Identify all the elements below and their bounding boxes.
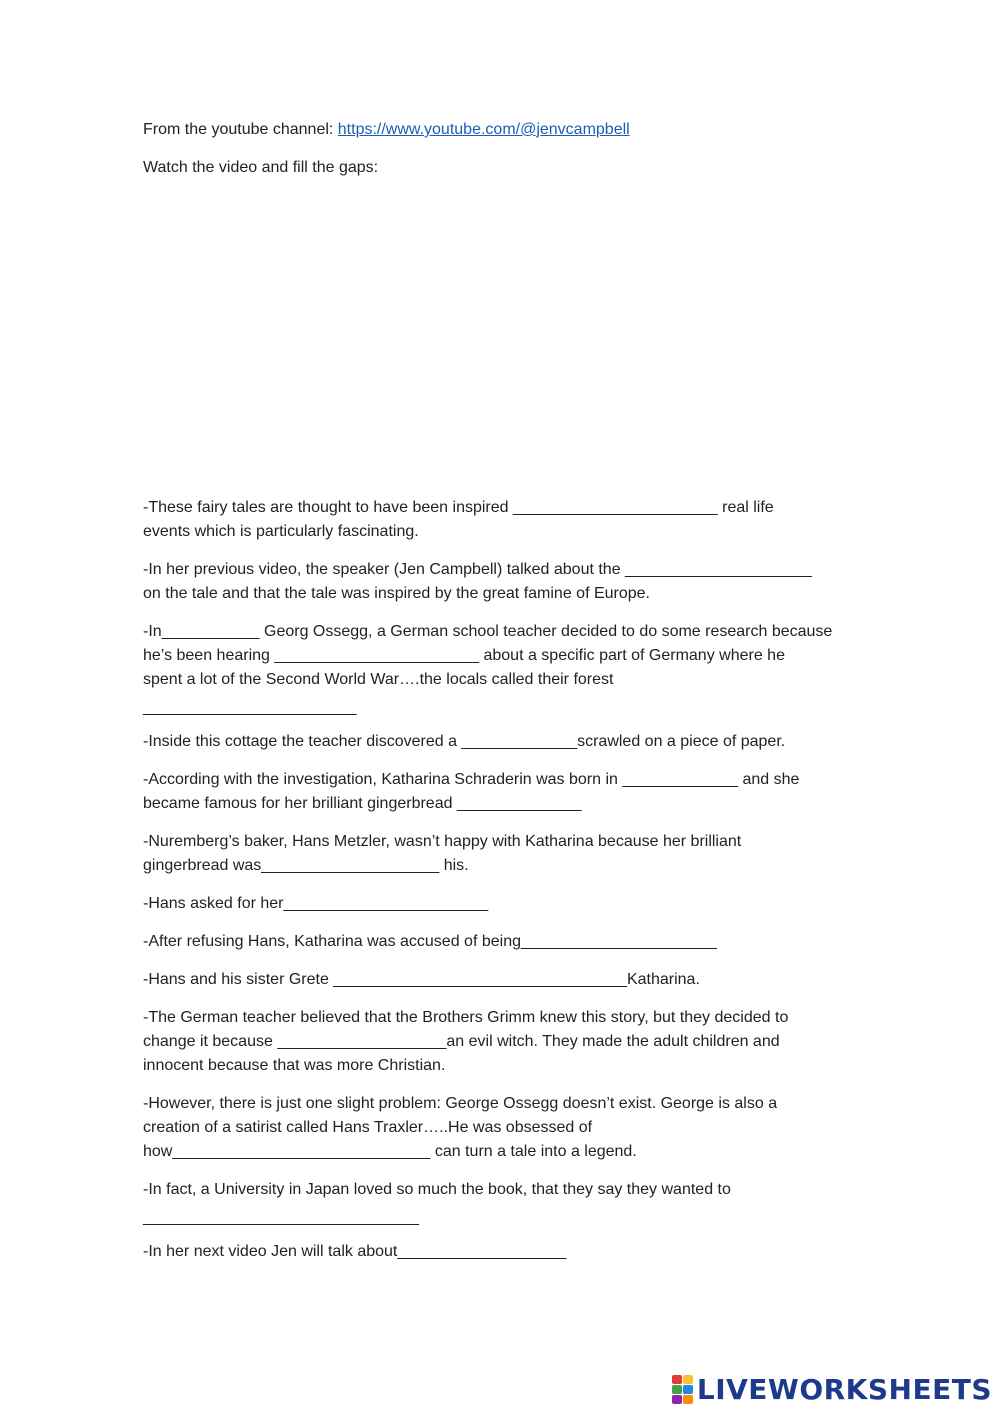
logo-mark-cell [672, 1375, 682, 1384]
worksheet-line: -Hans and his sister Grete _________________________________Katharina. [143, 971, 700, 988]
worksheet-line: -The German teacher believed that the Brothers Grimm knew this story, but they decided to [143, 1009, 789, 1026]
youtube-channel-link[interactable]: https://www.youtube.com/@jenvcampbell [337, 121, 630, 138]
worksheet-line: -Inside this cottage the teacher discovered a _____________scrawled on a piece of paper. [143, 733, 786, 750]
worksheet-line: gingerbread was____________________ his. [143, 857, 469, 874]
source-line [143, 118, 630, 142]
logo-mark-cell [683, 1385, 693, 1394]
worksheet-line: -Hans asked for her_______________________ [143, 895, 489, 912]
worksheet-line: -These fairy tales are thought to have been inspired _______________________ real life [143, 499, 774, 516]
worksheet-line: -In her next video Jen will talk about___________________ [143, 1243, 567, 1260]
logo-mark-cell [683, 1395, 693, 1404]
worksheet-line: -In___________ Georg Ossegg, a German school teacher decided to do some research because [143, 623, 833, 640]
worksheet-line: -After refusing Hans, Katharina was accused of being______________________ [143, 933, 717, 950]
liveworksheets-logo-icon [672, 1375, 693, 1404]
worksheet-line: change it because ___________________an evil witch. They made the adult children and [143, 1033, 780, 1050]
worksheet-line: how_____________________________ can turn a tale into a legend. [143, 1143, 637, 1160]
worksheet-line: events which is particularly fascinating. [143, 523, 419, 540]
worksheet-line: became famous for her brilliant gingerbread ______________ [143, 795, 582, 812]
worksheet-line: -In her previous video, the speaker (Jen Campbell) talked about the _____________________ [143, 561, 812, 578]
worksheet-line: -Nuremberg’s baker, Hans Metzler, wasn’t happy with Katharina because her brilliant [143, 833, 742, 850]
worksheet-line: creation of a satirist called Hans Traxler…..He was obsessed of [143, 1119, 593, 1136]
logo-mark-cell [683, 1375, 693, 1384]
worksheet-line: ________________________ [143, 699, 357, 716]
worksheet-line: _______________________________ [143, 1209, 419, 1226]
instruction-text: Watch the video and fill the gaps: [143, 159, 379, 176]
worksheet-line: on the tale and that the tale was inspired by the great famine of Europe. [143, 585, 650, 602]
worksheet-line: he’s been hearing _______________________ about a specific part of Germany where he [143, 647, 785, 664]
source-prefix: From the youtube channel: [143, 121, 338, 138]
worksheet-line: spent a lot of the Second World War….the locals called their forest [143, 671, 614, 688]
logo-text: LIVEWORKSHEETS [696, 1372, 992, 1406]
liveworksheets-logo [672, 1371, 992, 1407]
logo-mark-cell [672, 1395, 682, 1404]
worksheet-line: innocent because that was more Christian. [143, 1057, 446, 1074]
logo-mark-cell [672, 1385, 682, 1394]
worksheet-line: -However, there is just one slight problem: George Ossegg doesn’t exist. George is also a [143, 1095, 778, 1112]
worksheet-line: -According with the investigation, Katharina Schraderin was born in _____________ and she [143, 771, 800, 788]
worksheet-line: -In fact, a University in Japan loved so much the book, that they say they wanted to [143, 1181, 731, 1198]
